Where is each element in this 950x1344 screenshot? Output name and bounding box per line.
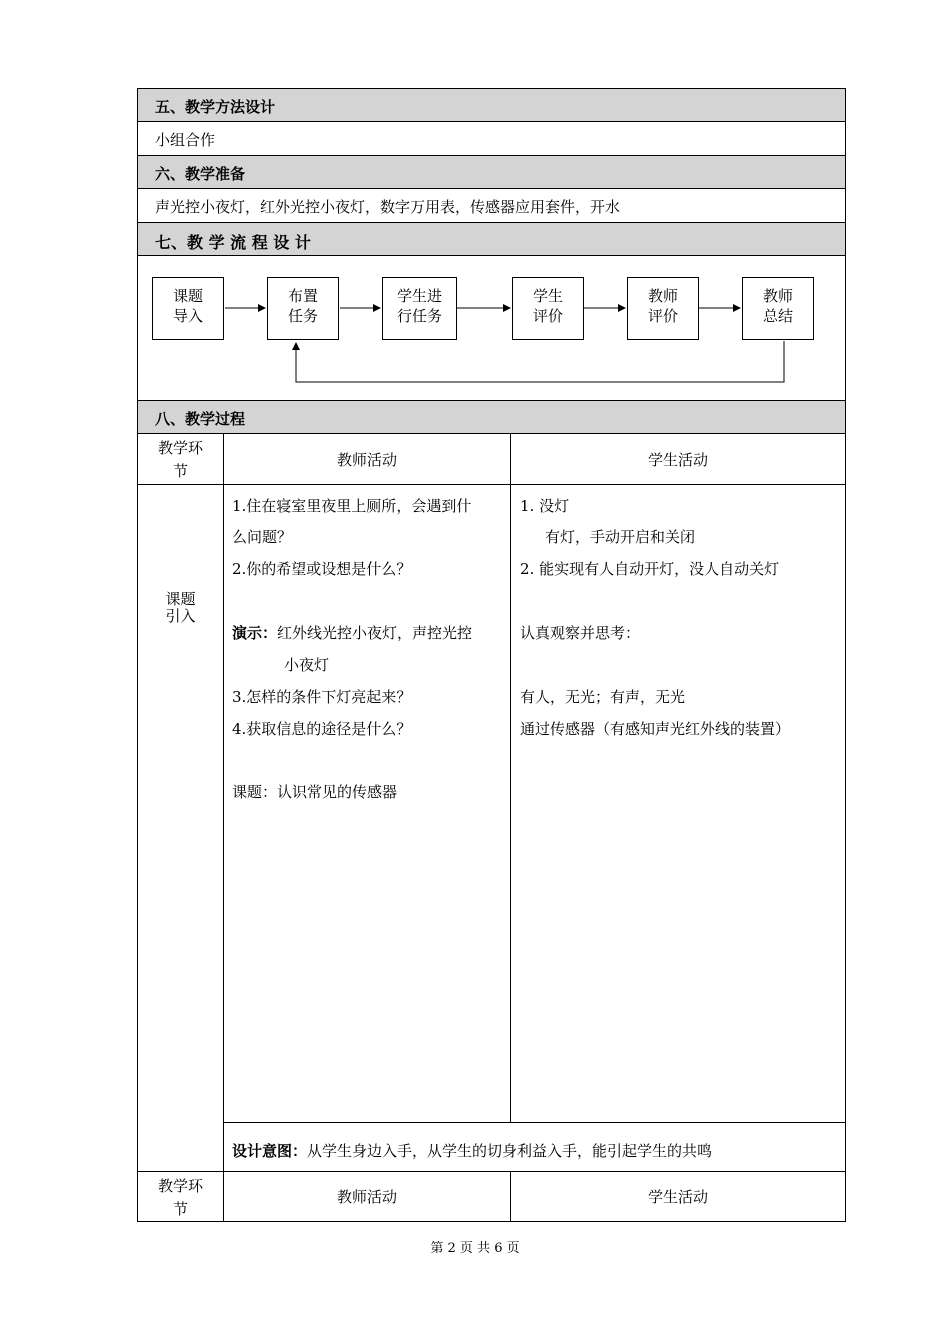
rule: [137, 400, 846, 401]
student-a1b: 有灯，手动开启和关闭: [545, 528, 696, 546]
footer-header-stage-line1: 教学环: [157, 1177, 203, 1195]
flow-step-6-line2: 总结: [762, 307, 793, 325]
flow-step-3-line2: 行任务: [396, 307, 442, 325]
flow-step-1-line1: 课题: [172, 287, 203, 305]
rule: [137, 1171, 846, 1172]
section6-content: 声光控小夜灯，红外光控小夜灯，数字万用表，传感器应用套件，开水: [155, 198, 621, 216]
flow-connectors: [0, 0, 950, 400]
teacher-q1-line2: 么问题？: [232, 528, 293, 546]
header-student-activity: 学生活动: [647, 451, 708, 469]
design-intent-label: 设计意图：: [232, 1142, 308, 1160]
footer-header-stage-line2: 节: [172, 1200, 188, 1218]
student-observe: 认真观察并思考：: [520, 624, 641, 642]
flow-step-2: [267, 277, 339, 340]
demo-text: 红外线光控小夜灯，声控光控: [277, 624, 473, 642]
teacher-q3: 3.怎样的条件下灯亮起来？: [232, 688, 412, 706]
flow-step-4-line2: 评价: [532, 307, 563, 325]
section5-content: 小组合作: [155, 131, 216, 149]
col-rule: [510, 484, 511, 1122]
student-cond: 有人，无光；有声，无光: [520, 688, 686, 706]
flow-step-4-line1: 学生: [532, 287, 563, 305]
rule: [137, 484, 846, 485]
flow-step-3: [382, 277, 457, 340]
flow-step-1-line2: 导入: [172, 307, 203, 325]
section6-title: 六、教学准备: [155, 165, 246, 183]
student-a2: 2. 能实现有人自动开灯，没人自动关灯: [520, 560, 780, 578]
teacher-q2: 2.你的希望或设想是什么？: [232, 560, 412, 578]
flow-step-4: [512, 277, 584, 340]
section5-title: 五、教学方法设计: [155, 98, 276, 116]
page-number: 第 2 页 共 6 页: [430, 1241, 520, 1256]
teacher-demo: [232, 623, 472, 643]
teacher-q4: 4.获取信息的途径是什么？: [232, 720, 412, 738]
section7-title: 七、教 学 流 程 设 计: [155, 233, 311, 252]
header-stage-line2: 节: [172, 462, 188, 480]
flow-step-5-line1: 教师: [647, 287, 678, 305]
section8-title: 八、教学过程: [155, 410, 246, 428]
rule: [223, 1122, 846, 1123]
student-a1: 1. 没灯: [520, 497, 570, 515]
rule: [137, 433, 846, 434]
design-intent-text: 从学生身边入手，从学生的切身利益入手，能引起学生的共鸣: [307, 1142, 713, 1160]
footer-header-student: 学生活动: [647, 1188, 708, 1206]
teacher-demo-cont: 小夜灯: [284, 656, 330, 674]
rule: [137, 1221, 846, 1222]
flow-step-2-line1: 布置: [287, 287, 318, 305]
teacher-q1-line1: 1.住在寝室里夜里上厕所，会遇到什: [232, 497, 472, 515]
col-rule: [223, 484, 224, 1171]
header-teacher-activity: 教师活动: [336, 451, 397, 469]
flow-step-2-line2: 任务: [287, 307, 318, 325]
stage-label-line1: 课题: [165, 590, 196, 608]
flow-step-3-line1: 学生进: [396, 287, 442, 305]
teacher-topic: 课题：认识常见的传感器: [232, 783, 398, 801]
demo-label: 演示：: [232, 624, 278, 642]
student-via: 通过传感器（有感知声光红外线的装置）: [520, 720, 791, 738]
flow-step-5-line2: 评价: [647, 307, 678, 325]
header-stage-line1: 教学环: [157, 439, 203, 457]
flow-step-5: [627, 277, 699, 340]
footer-header-teacher: 教师活动: [336, 1188, 397, 1206]
flow-step-1: [152, 277, 224, 340]
flow-step-6: [742, 277, 814, 340]
stage-label-line2: 引入: [165, 607, 196, 625]
design-intent: [232, 1141, 712, 1161]
flow-step-6-line1: 教师: [762, 287, 793, 305]
